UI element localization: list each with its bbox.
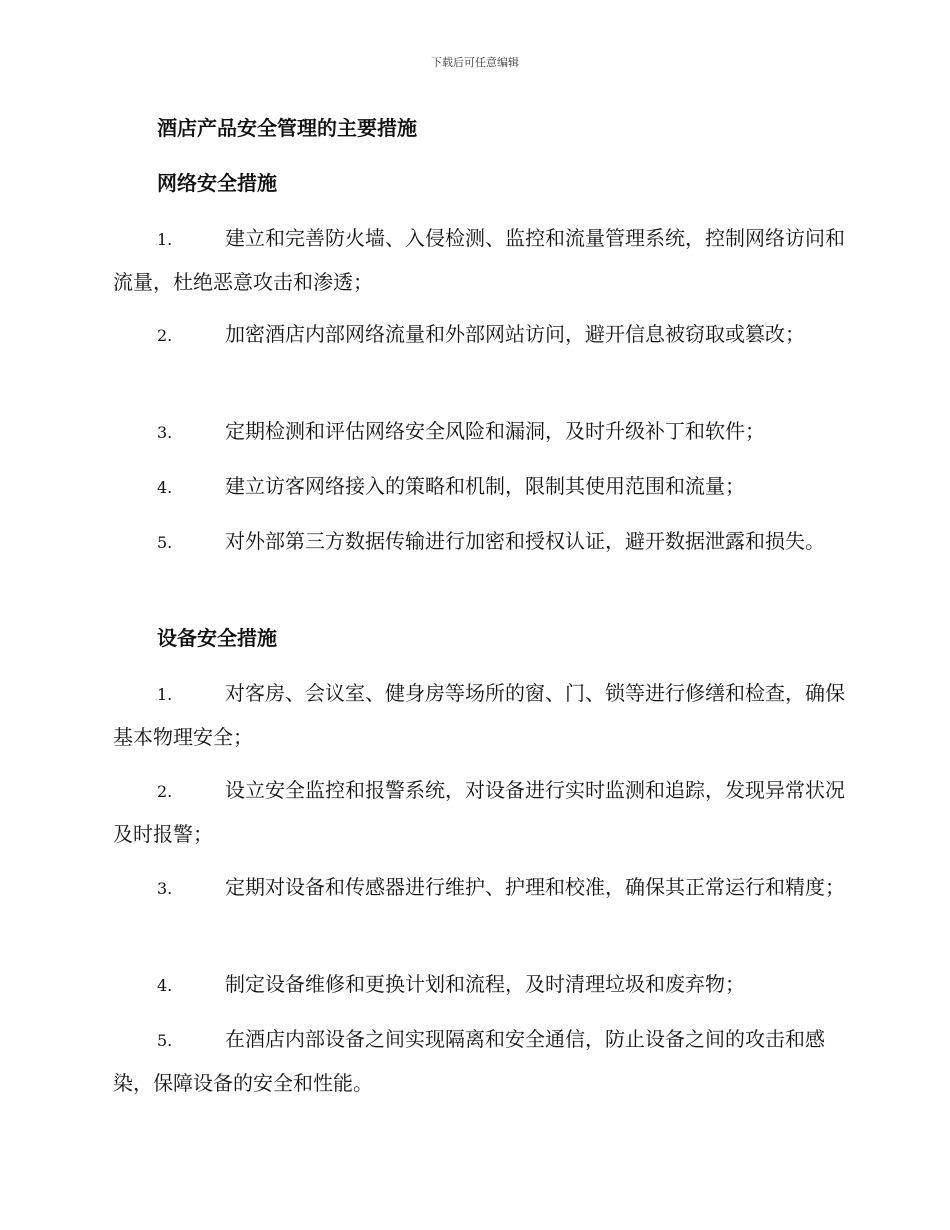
item-text: 对客房、会议室、健身房等场所的窗、门、锁等进行修缮和检查，确保基本物理安全； — [113, 681, 845, 749]
item-text: 在酒店内部设备之间实现隔离和安全通信，防止设备之间的攻击和感染，保障设备的安全和性能。 — [113, 1027, 825, 1095]
item-number: 5. — [157, 1031, 173, 1050]
list-item — [113, 963, 853, 1007]
item-text: 制定设备维修和更换计划和流程，及时清理垃圾和废弃物； — [225, 972, 745, 996]
list-item — [113, 410, 853, 454]
item-text: 加密酒店内部网络流量和外部网站访问，避开信息被窃取或篡改； — [225, 322, 805, 346]
document-title: 酒店产品安全管理的主要措施 — [157, 116, 417, 140]
list-item — [113, 313, 853, 357]
item-text: 建立访客网络接入的策略和机制，限制其使用范围和流量； — [225, 474, 745, 498]
list-item — [113, 1018, 853, 1104]
item-number: 2. — [157, 326, 173, 345]
list-item — [113, 769, 853, 855]
item-number: 4. — [157, 478, 173, 497]
section-heading-network: 网络安全措施 — [157, 171, 277, 195]
item-text: 对外部第三方数据传输进行加密和授权认证，避开数据泄露和损失。 — [225, 529, 825, 553]
item-number: 1. — [157, 685, 173, 704]
item-text: 建立和完善防火墙、入侵检测、监控和流量管理系统，控制网络访问和流量，杜绝恶意攻击和渗透； — [113, 226, 845, 294]
list-item — [113, 672, 853, 758]
list-item — [113, 465, 853, 509]
header-note: 下载后可任意编辑 — [431, 56, 519, 69]
section-heading-device: 设备安全措施 — [157, 626, 277, 650]
item-number: 5. — [157, 533, 173, 552]
list-item — [113, 866, 853, 910]
item-text: 定期对设备和传感器进行维护、护理和校准，确保其正常运行和精度； — [225, 875, 845, 899]
item-text: 设立安全监控和报警系统，对设备进行实时监测和追踪，发现异常状况及时报警； — [113, 778, 845, 846]
item-number: 3. — [157, 423, 173, 442]
item-number: 1. — [157, 230, 173, 249]
item-number: 3. — [157, 879, 173, 898]
item-text: 定期检测和评估网络安全风险和漏洞，及时升级补丁和软件； — [225, 419, 765, 443]
list-item — [113, 217, 853, 303]
item-number: 2. — [157, 782, 173, 801]
item-number: 4. — [157, 976, 173, 995]
list-item — [113, 520, 853, 564]
